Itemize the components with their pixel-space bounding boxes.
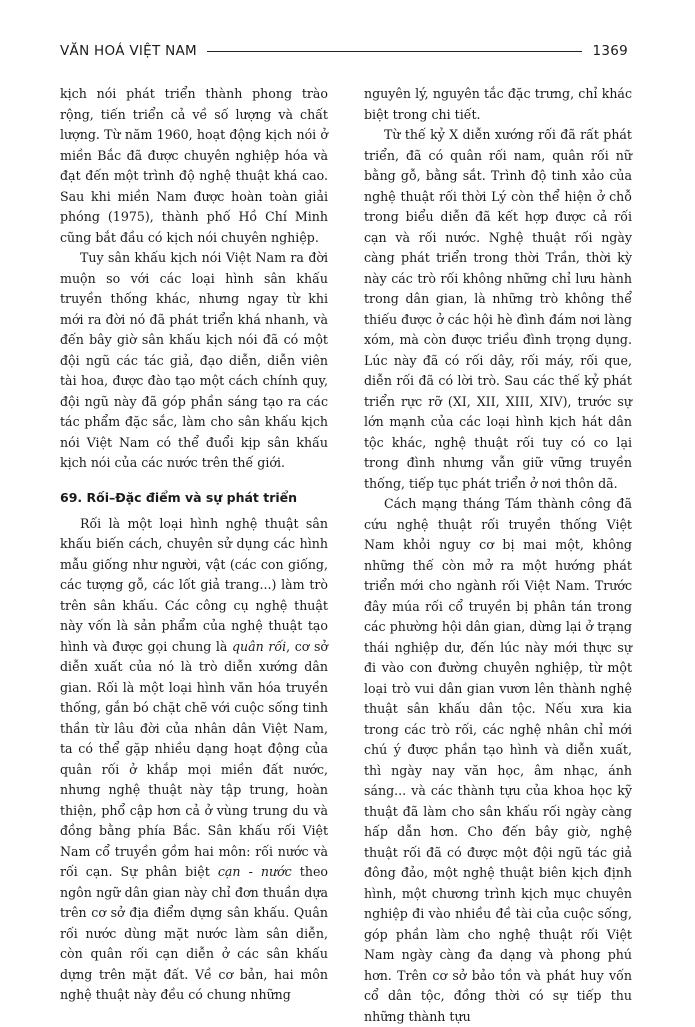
italic-term: quân rối (231, 638, 287, 654)
running-header (60, 40, 628, 62)
paragraph: nguyên lý, nguyên tắc đặc trưng, chỉ khác biệt trong chi tiết. (364, 86, 632, 122)
running-title: VĂN HOÁ VIỆT NAM (60, 43, 197, 59)
paragraph: Cách mạng tháng Tám thành công đã cứu nghệ thuật rối truyền thống Việt Nam khỏi nguy cơ bị mai một, không những thế còn mở ra một hướng phát triển mới cho ngành rối Việt Nam. Trước đây múa rối cổ truyền bị phân tán trong các phường hội dân gian, dừng lại ở trạng thái nghiệp dư, đến lúc này mới thực sự đi vào con đường chuyên nghiệp, từ một loại trò vui dân gian vươn lên thành nghệ thuật sân khấu dân tộc. Nếu xưa kia trong các trò rối, các nghệ nhân chỉ mới chú ý được phần tạo hình và diễn xuất, thì ngày nay văn học, âm nhạc, ánh sáng... và các thành tựu của khoa học kỹ thuật đã làm cho sân khấu rối ngày càng hấp dẫn hơn. Cho đến bây giờ, nghệ thuật rối đã có được một đội ngũ tác giả đông đảo, một nghệ thuật biên kịch định hình, một chương trình kịch mục chuyên nghiệp đi vào nhiều đề tài của cuộc sống, góp phần làm cho nghệ thuật rối Việt Nam ngày càng đa dạng và phong phú hơn. Trên cơ sở bảo tồn và phát huy vốn cổ dân tộc, đồng thời có sự tiếp thu những thành tựu (364, 496, 632, 1024)
text-run: Rối là một loại hình nghệ thuật sân khấu biến cách, chuyên sử dụng các hình mẫu giống như người, vật (các con giống, các tượng gỗ, các lốt giả trang...) làm trò trên sân khấu. Các công cụ nghệ thuật này vốn là sản phẩm của nghệ thuật tạo hình và được gọi chung là (60, 515, 328, 654)
right-column (364, 84, 632, 1024)
paragraph: Từ thế kỷ X diễn xướng rối đã rất phát triển, đã có quân rối nam, quân rối nữ bằng gỗ, bằng sắt. Trình độ tinh xảo của nghệ thuật rối thời Lý còn thể hiện ở chỗ trong biểu diễn đã kết hợp được cả rối cạn và rối nước. Nghệ thuật rối ngày càng phát triển trong thời Trần, thời kỳ này các trò rối không những chỉ lưu hành trong dân gian, là những trò không thể thiếu được ở các hội hè đình đám nơi làng xóm, mà còn được triều đình trọng dụng. Lúc này đã có rối dây, rối máy, rối que, diễn rối đã có lời trò. Sau các thế kỷ phát triển rực rỡ (XI, XII, XIII, XIV), trước sự lớn mạnh của các loại hình kịch hát dân tộc khác, nghệ thuật rối tuy có co lại trong đình nhưng vẫn giữ vững truyền thống, tiếp tục phát triển ở nơi thôn dã. (364, 127, 632, 491)
section-heading: 69. Rối–Đặc điểm và sự phát triển (60, 489, 298, 505)
italic-term: cạn - nước (217, 864, 292, 879)
text-run: theo ngôn ngữ dân gian này chỉ đơn thuần dựa trên cơ sở địa điểm dựng sân khấu. Quân rối nước dùng mặt nước làm sân diễn, còn quân rối cạn diễn ở các sân khấu dựng trên mặt đất. Về cơ bản, hai môn nghệ thuật này đều có chung những (60, 864, 329, 1002)
text-run: , cơ sở diễn xuất của nó là trò diễn xướng dân gian. Rối là một loại hình văn hóa truyền thống, gắn bó chặt chẽ với cuộc sống tinh thần từ lâu đời của nhân dân Việt Nam, ta có thể gặp nhiều dạng hoạt động của quân rối ở khắp mọi miền đất nước, nhưng nghệ thuật này tập trung, hoàn thiện, phổ cập hơn cả ở vùng trung du và đồng bằng phía Bắc. Sân khấu rối Việt Nam cổ truyền gồm hai môn: rối nước và rối cạn. Sự phân biệt (60, 638, 328, 879)
header-rule (207, 51, 582, 52)
paragraph: kịch nói phát triển thành phong trào rộng, tiến triển cả về số lượng và chất lượng. Từ năm 1960, hoạt động kịch nói ở miền Bắc đã được chuyên nghiệp hóa và đạt đến một trình độ nghệ thuật khá cao. Sau khi miền Nam được hoàn toàn giải phóng (1975), thành phố Hồ Chí Minh cũng bắt đầu có kịch nói chuyên nghiệp. (60, 86, 328, 245)
paragraph: Tuy sân khấu kịch nói Việt Nam ra đời muộn so với các loại hình sân khấu truyền thống khác, nhưng ngay từ khi mới ra đời nó đã phát triển khá nhanh, và đến bây giờ sân khấu kịch nói đã có một đội ngũ các tác giả, đạo diễn, diễn viên tài hoa, được đào tạo một cách chính quy, đội ngũ này đã góp phần sáng tạo ra các tác phẩm đặc sắc, làm cho sân khấu kịch nói Việt Nam có thể đuổi kịp sân khấu kịch nói của các nước trên thế giới. (60, 250, 328, 470)
page-number: 1369 (592, 43, 628, 59)
paragraph (60, 514, 328, 1006)
left-column (60, 84, 329, 1002)
